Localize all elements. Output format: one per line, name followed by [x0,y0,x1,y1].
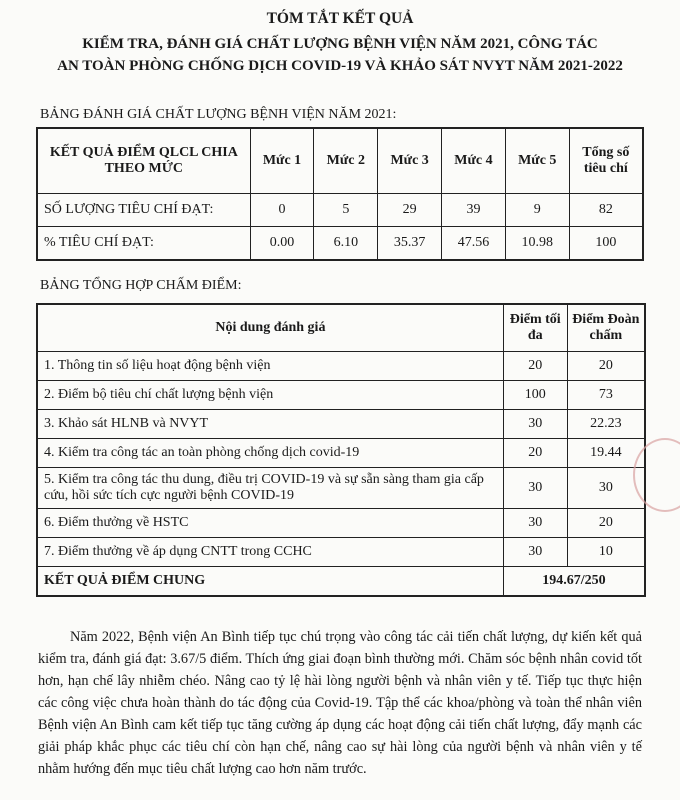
summary-paragraph [38,626,642,780]
table-row [37,381,645,410]
table-cell: 100 [569,227,643,261]
row-content: 2. Điểm bộ tiêu chí chất lượng bệnh viện [37,381,503,410]
row-content: 7. Điểm thưởng về áp dụng CNTT trong CCHC [37,538,503,567]
awarded-score: 20 [567,509,645,538]
table-cell: 35.37 [378,227,442,261]
quality-table-header [37,128,643,194]
table-row [37,194,643,227]
table-cell: 82 [569,194,643,227]
total-row [37,567,645,597]
max-score: 20 [503,352,567,381]
header-cell: Mức 5 [505,128,569,194]
quality-table-label: BẢNG ĐÁNH GIÁ CHẤT LƯỢNG BỆNH VIỆN NĂM 2021: [40,107,397,122]
header-cell: Mức 3 [378,128,442,194]
row-content: 4. Kiểm tra công tác an toàn phòng chống dịch covid-19 [37,439,503,468]
header-cell: Điểm Đoàn chấm [567,304,645,352]
score-table [36,303,646,597]
awarded-score: 73 [567,381,645,410]
header-cell: Tổng số tiêu chí [569,128,643,194]
header-cell: Mức 4 [442,128,506,194]
table-row [37,227,643,261]
awarded-score: 10 [567,538,645,567]
max-score: 30 [503,468,567,509]
awarded-score: 30 [567,468,645,509]
max-score: 30 [503,538,567,567]
doc-title: TÓM TẮT KẾT QUẢ [266,10,414,27]
row-content: 5. Kiểm tra công tác thu dung, điều trị COVID-19 và sự sẵn sàng tham gia cấp cứu, hồi sức tích cực người bệnh COVID-19 [37,468,503,509]
table-cell: 0.00 [250,227,314,261]
row-content: 3. Khảo sát HLNB và NVYT [37,410,503,439]
score-table-label: BẢNG TỔNG HỢP CHẤM ĐIỂM: [40,278,242,293]
table-row [37,352,645,381]
awarded-score: 20 [567,352,645,381]
row-content: 1. Thông tin số liệu hoạt động bệnh viện [37,352,503,381]
table-row [37,509,645,538]
table-cell: 39 [442,194,506,227]
doc-subtitle-line2: AN TOÀN PHÒNG CHỐNG DỊCH COVID-19 VÀ KHẢO SÁT NVYT NĂM 2021-2022 [57,58,623,74]
max-score: 30 [503,410,567,439]
max-score: 30 [503,509,567,538]
doc-subtitle-line1: KIỂM TRA, ĐÁNH GIÁ CHẤT LƯỢNG BỆNH VIỆN NĂM 2021, CÔNG TÁC [82,36,598,52]
header-cell: Điểm tối đa [503,304,567,352]
table-cell: 6.10 [314,227,378,261]
max-score: 20 [503,439,567,468]
total-value: 194.67/250 [503,567,645,597]
quality-table [36,127,644,261]
total-label: KẾT QUẢ ĐIỂM CHUNG [37,567,503,597]
awarded-score: 22.23 [567,410,645,439]
table-cell: 5 [314,194,378,227]
table-row [37,538,645,567]
row-label: % TIÊU CHÍ ĐẠT: [37,227,250,261]
summary-text: Năm 2022, Bệnh viện An Bình tiếp tục chú trọng vào công tác cải tiến chất lượng, dự kiến kết quả kiểm tra, đánh giá đạt: 3.67/5 điểm. Thích ứng giai đoạn bình thường mới. Chăm sóc bệnh nhân covid tốt hơn, hạn chế lây nhiễm chéo. Nâng cao tỷ lệ hài lòng người bệnh và nhân viên y tế. Tiếp tục thực hiện các công việc chưa hoàn thành do tác động của Covid-19. Tập thể các khoa/phòng và toàn thể nhân viên Bệnh viện An Bình cam kết tiếp tục tăng cường áp dụng các hoạt động cải tiến chất lượng, đẩy mạnh các giải pháp khắc phục các tiêu chí còn hạn chế, nâng cao sự hài lòng của người bệnh và nhân viên y tế nhằm hướng đến mục tiêu chất lượng cao hơn năm trước. [38,629,642,777]
table-cell: 29 [378,194,442,227]
max-score: 100 [503,381,567,410]
table-row [37,410,645,439]
table-cell: 47.56 [442,227,506,261]
table-row [37,439,645,468]
table-row [37,468,645,509]
row-label: SỐ LƯỢNG TIÊU CHÍ ĐẠT: [37,194,250,227]
header-cell: Mức 2 [314,128,378,194]
header-cell: Mức 1 [250,128,314,194]
header-cell: Nội dung đánh giá [37,304,503,352]
table-cell: 10.98 [505,227,569,261]
header-cell: KẾT QUẢ ĐIỂM QLCL CHIA THEO MỨC [37,128,250,194]
row-content: 6. Điểm thưởng về HSTC [37,509,503,538]
score-table-header [37,304,645,352]
table-cell: 0 [250,194,314,227]
awarded-score: 19.44 [567,439,645,468]
table-cell: 9 [505,194,569,227]
